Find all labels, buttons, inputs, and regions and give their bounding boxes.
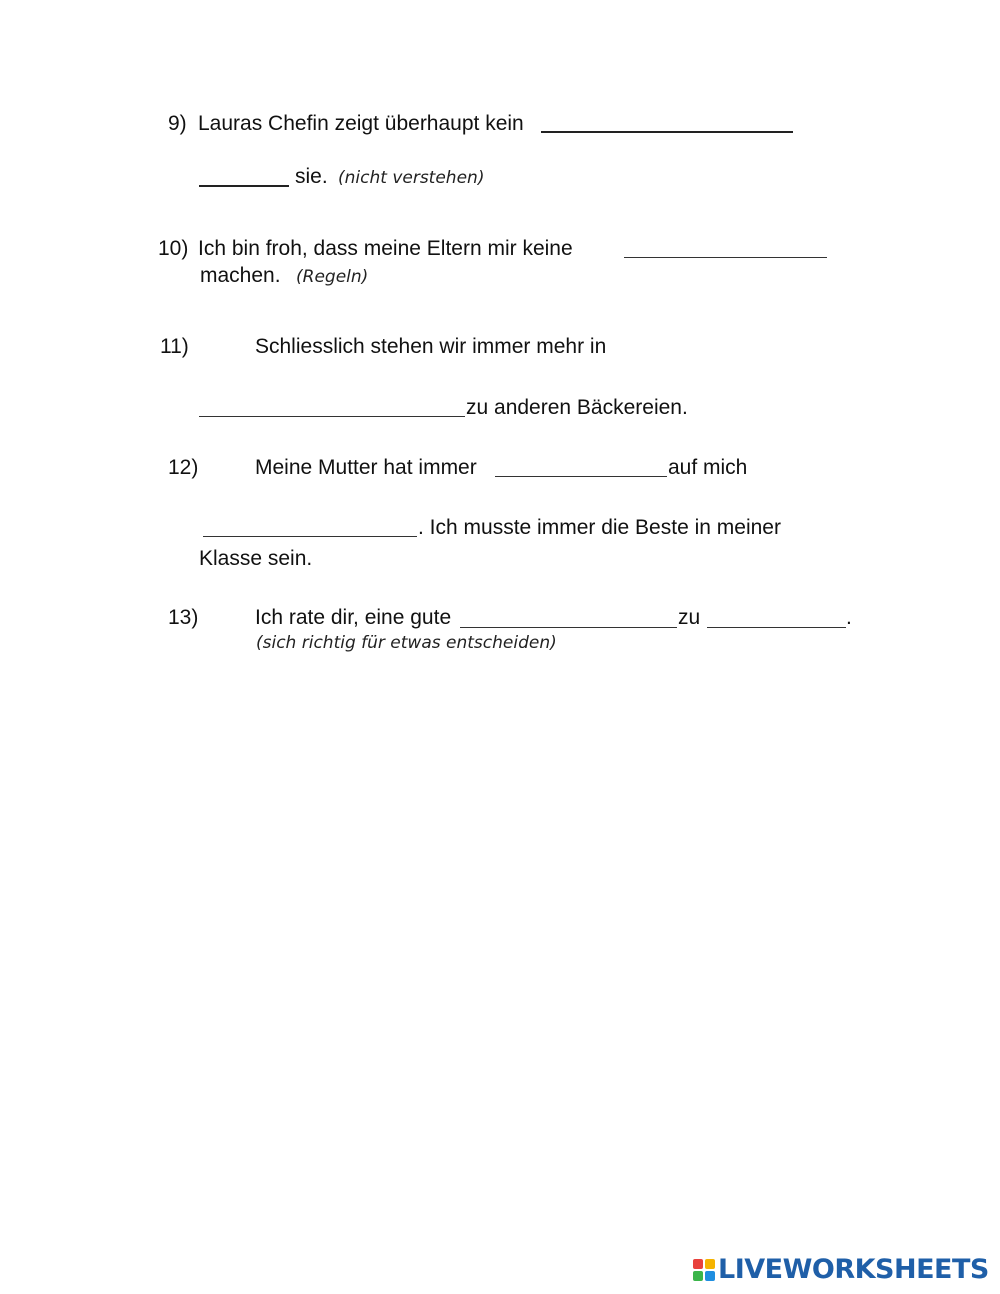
sentence-text: . xyxy=(846,606,852,629)
exercise-number: 10) xyxy=(158,237,189,260)
answer-blank[interactable] xyxy=(541,131,793,133)
hint-text: (nicht verstehen) xyxy=(338,168,485,188)
logo-mark-icon xyxy=(693,1259,715,1281)
sentence-text: Ich rate dir, eine gute xyxy=(255,606,452,629)
hint-text: (sich richtig für etwas entscheiden) xyxy=(256,633,557,653)
answer-blank[interactable] xyxy=(707,627,846,628)
logo-square xyxy=(705,1259,715,1269)
exercise-number: 11) xyxy=(160,335,189,358)
sentence-text: Meine Mutter hat immer xyxy=(255,456,477,479)
hint-text: (Regeln) xyxy=(296,267,369,287)
sentence-text: machen. xyxy=(200,264,281,287)
sentence-text: sie. xyxy=(295,165,328,188)
logo-square xyxy=(693,1271,703,1281)
sentence-text: Schliesslich stehen wir immer mehr in xyxy=(255,335,607,358)
sentence-text: Klasse sein. xyxy=(199,547,313,570)
logo-square xyxy=(693,1259,703,1269)
answer-blank[interactable] xyxy=(624,257,827,258)
answer-blank[interactable] xyxy=(495,476,667,477)
sentence-text: zu anderen Bäckereien. xyxy=(466,396,688,419)
answer-blank[interactable] xyxy=(199,416,465,417)
answer-blank[interactable] xyxy=(199,185,289,187)
sentence-text: zu xyxy=(678,606,701,629)
sentence-text: auf mich xyxy=(668,456,748,479)
exercise-number: 9) xyxy=(168,112,187,135)
sentence-text: Ich bin froh, dass meine Eltern mir keine xyxy=(198,237,573,260)
exercise-number: 12) xyxy=(168,456,199,479)
answer-blank[interactable] xyxy=(460,627,677,628)
exercise-number: 13) xyxy=(168,606,199,629)
logo-text: LIVEWORKSHEETS xyxy=(718,1254,989,1285)
sentence-text: Lauras Chefin zeigt überhaupt kein xyxy=(198,112,524,135)
sentence-text: . Ich musste immer die Beste in meiner xyxy=(418,516,781,539)
answer-blank[interactable] xyxy=(203,536,417,537)
logo-square xyxy=(705,1271,715,1281)
liveworksheets-logo xyxy=(693,1256,989,1284)
